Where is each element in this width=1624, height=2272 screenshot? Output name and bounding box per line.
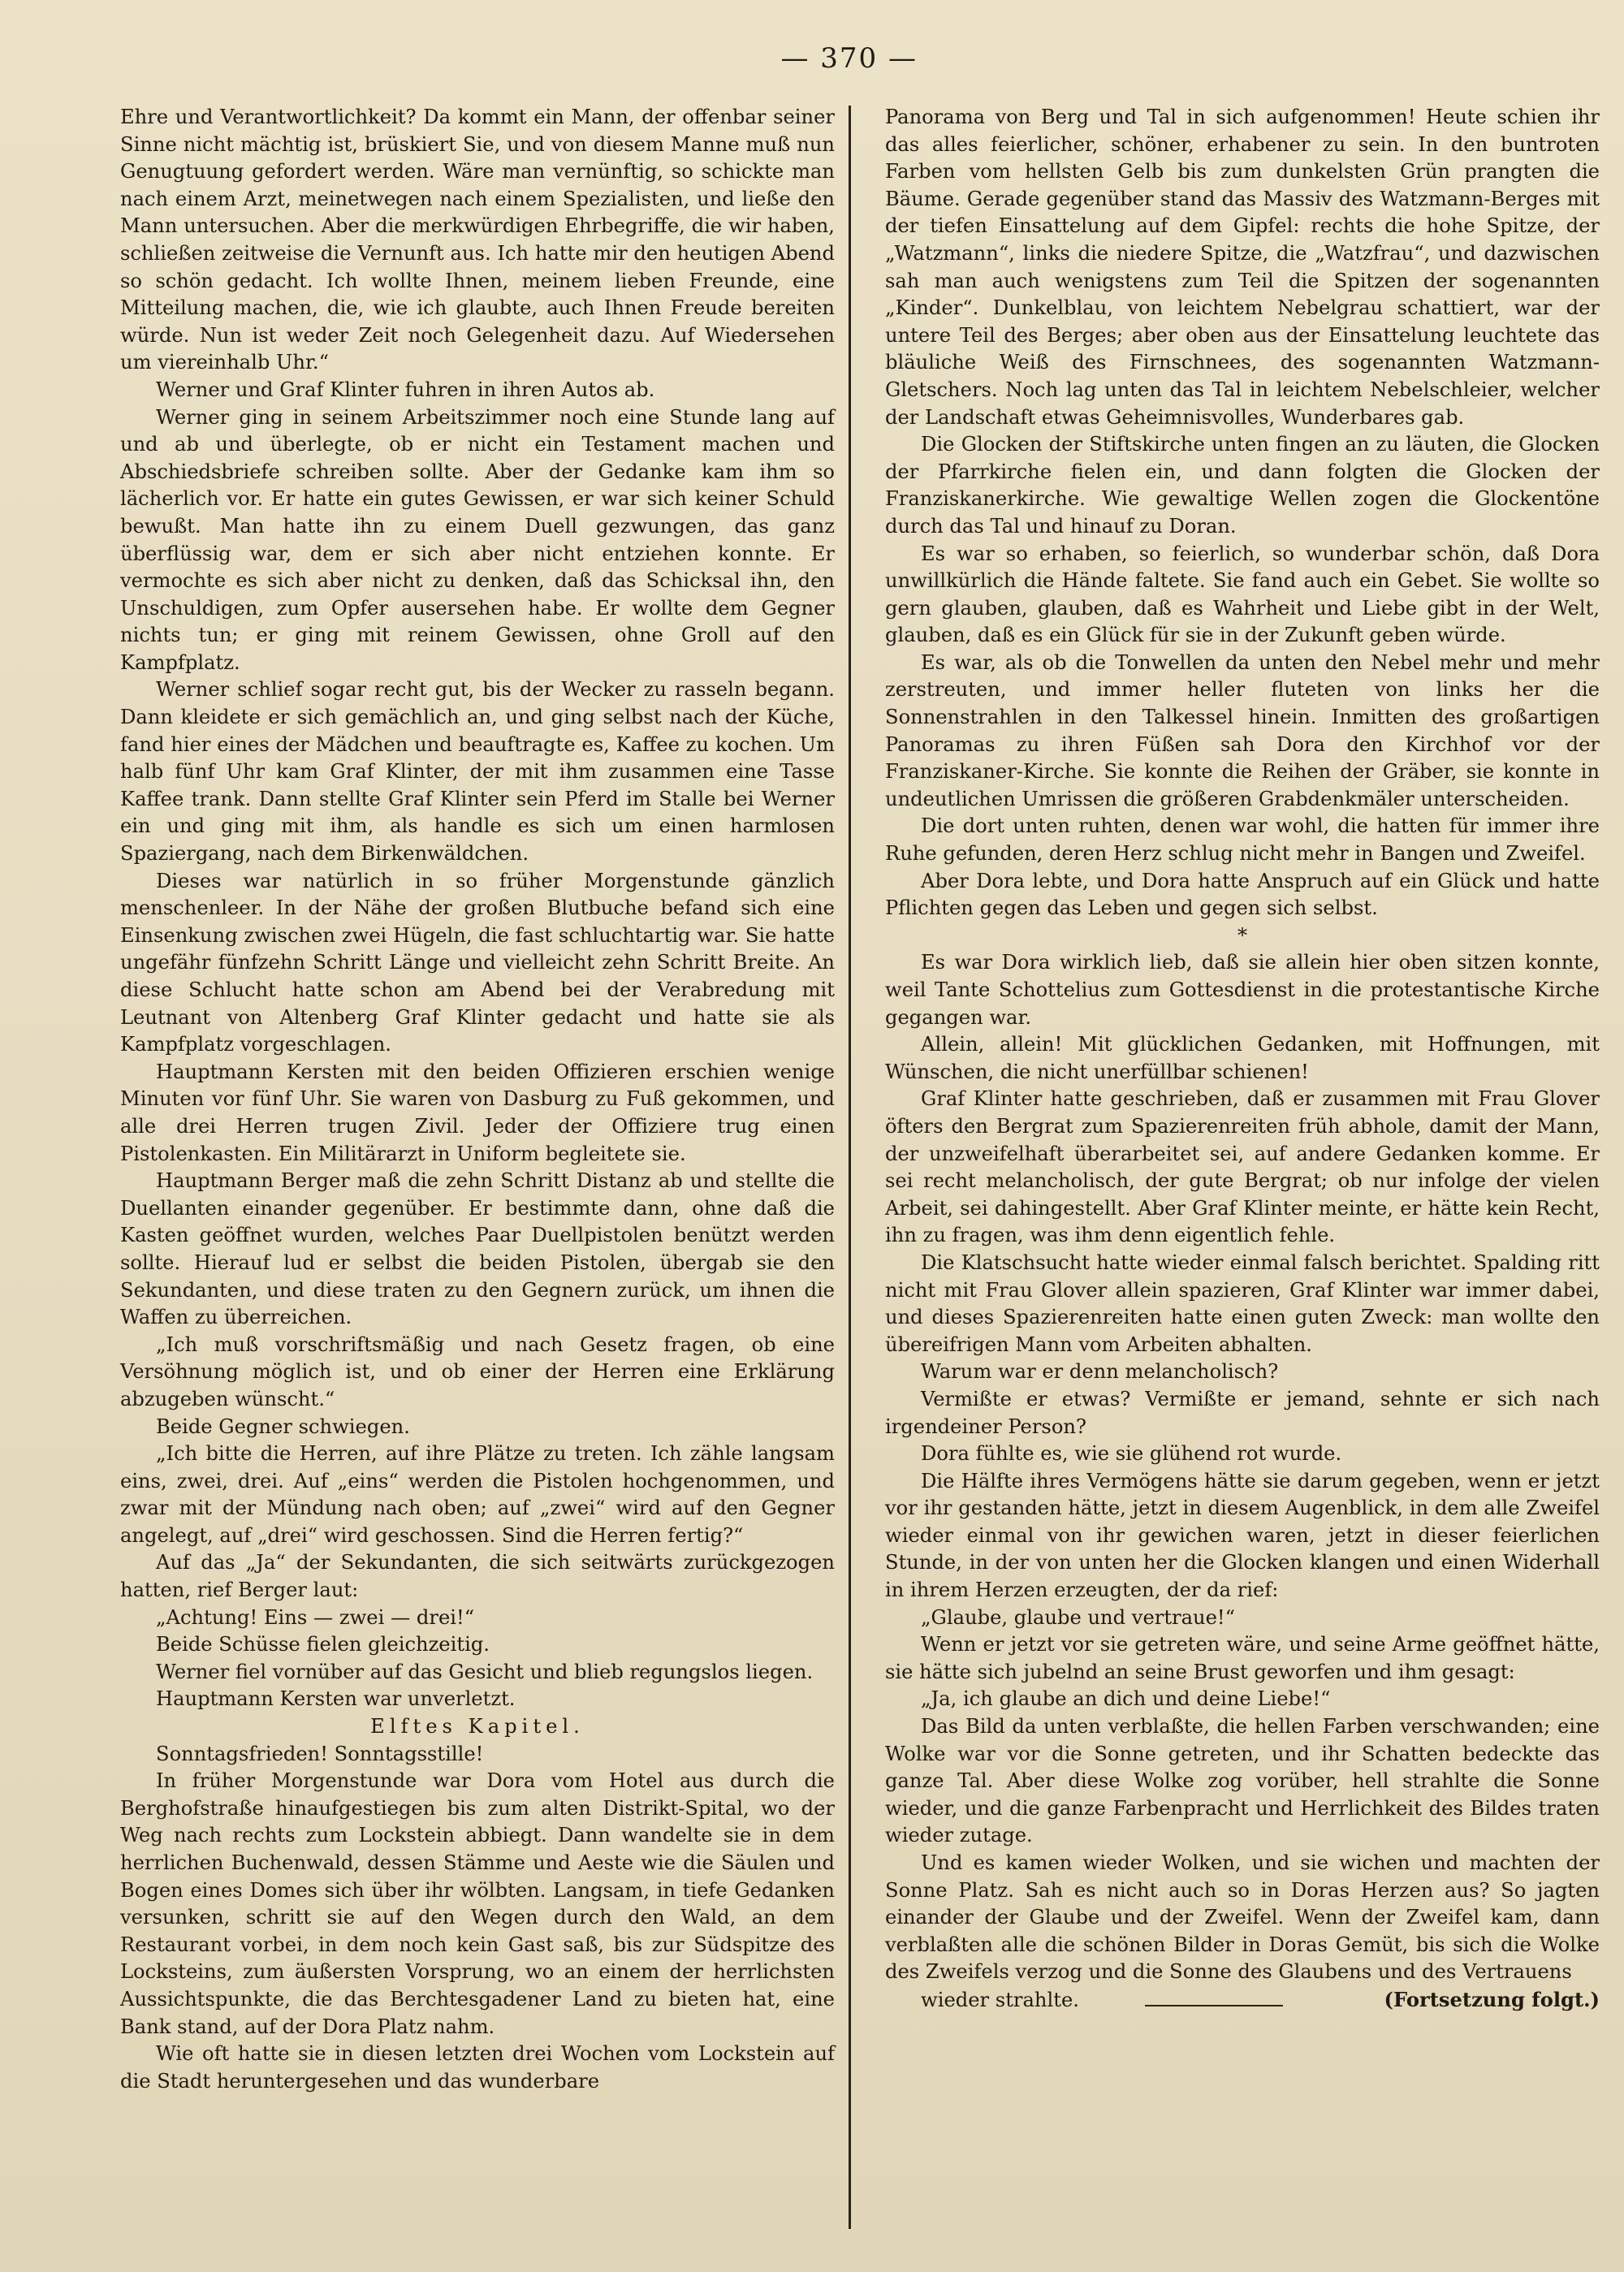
left-paragraph: „Ich muß vorschriftsmäßig und nach Gesetz fragen, ob eine Versöhnung möglich ist, und ob einer der Herren eine Erklärung abzugeben wünscht.“: [120, 1333, 835, 1410]
right-paragraph: Das Bild da unten verblaßte, die hellen Farben verschwanden; eine Wolke war vor die Sonne getreten, und ihr Schatten bedeckte das ganze Tal. Aber diese Wolke zog vorüber, hell strahlte die Sonne wieder, und die ganze Farbenpracht und Herrlichkeit des Bildes traten wieder zutage.: [885, 1715, 1600, 1847]
right-paragraph: „Ja, ich glaube an dich und deine Liebe!“: [921, 1687, 1331, 1711]
right-paragraph: „Glaube, glaube und vertraue!“: [921, 1605, 1236, 1629]
right-paragraph: Es war, als ob die Tonwellen da unten den Nebel mehr und mehr zerstreuten, und immer heller fluteten von links her die Sonnenstrahlen in den Talkessel hinein. Inmitten des großartigen Panoramas zu ihren Füßen sah Dora den Kirchhof vor der Franziskaner-Kirche. Sie konnte die Reihen der Gräber, sie konnte in undeutlichen Umrissen die größeren Grabdenkmäler unterscheiden.: [885, 650, 1600, 810]
chapter-heading: Elftes Kapitel.: [370, 1715, 585, 1739]
right-paragraph: Aber Dora lebte, und Dora hatte Anspruch auf ein Glück und hatte Pflichten gegen das Leben und gegen sich selbst.: [885, 869, 1600, 920]
right-paragraph: Dora fühlte es, wie sie glühend rot wurde.: [921, 1442, 1342, 1466]
page-number: — 370 —: [780, 42, 918, 75]
right-paragraph: Und es kamen wieder Wolken, und sie wichen und machten der Sonne Platz. Sah es nicht auch so in Doras Herzen aus? So jagten einander der Glaube und der Zweifel. Wenn der Zweifel kam, dann verblaßten alle die schönen Bilder in Doras Gemüt, bis sich die Wolke des Zweifels verzog und die Sonne des Glaubens und des Vertrauens: [885, 1851, 1600, 1984]
left-paragraph: Auf das „Ja“ der Sekundanten, die sich seitwärts zurückgezogen hatten, rief Berger laut:: [120, 1551, 835, 1602]
left-paragraph: Werner und Graf Klinter fuhren in ihren Autos ab.: [156, 378, 655, 401]
left-paragraph: „Ich bitte die Herren, auf ihre Plätze zu treten. Ich zähle langsam eins, zwei, drei. Auf „eins“ werden die Pistolen hochgenommen, und zwar mit der Mündung nach oben; auf „zwei“ wird auf den Gegner angelegt, auf „drei“ wird geschossen. Sind die Herren fertig?“: [120, 1442, 835, 1547]
right-paragraph: Graf Klinter hatte geschrieben, daß er zusammen mit Frau Glover öfters den Bergrat zum Spazierenreiten früh abhole, damit der Mann, der unzweifelhaft überarbeitet sei, auf andere Gedanken komme. Er sei recht melancholisch, der gute Bergrat; ob nur infolge der vielen Arbeit, sei dahingestellt. Aber Graf Klinter meinte, er hätte kein Recht, ihn zu fragen, was ihm denn eigentlich fehle.: [885, 1087, 1600, 1247]
left-paragraph: Werner ging in seinem Arbeitszimmer noch eine Stunde lang auf und ab und überlegte, ob er nicht ein Testament machen und Abschiedsbriefe schreiben sollte. Aber der Gedanke kam ihm so lächerlich vor. Er hatte ein gutes Gewissen, er war sich keiner Schuld bewußt. Man hatte ihn zu einem Duell gezwungen, das ganz überflüssig war, dem er sich aber nicht entziehen konnte. Er vermochte es sich aber nicht zu denken, daß das Schicksal ihn, den Unschuldigen, zum Opfer ausersehen habe. Er wollte dem Gegner nichts tun; er ging mit reinem Gewissen, ohne Groll auf den Kampfplatz.: [120, 405, 835, 674]
right-paragraph: Panorama von Berg und Tal in sich aufgenommen! Heute schien ihr das alles feierlicher, schöner, erhabener zu sein. In den buntroten Farben vom hellsten Gelb bis zum dunkelsten Grün prangten die Bäume. Gerade gegenüber stand das Massiv des Watzmann-Berges mit der tiefen Einsattelung auf dem Gipfel: rechts die hohe Spitze, der „Watzmann“, links die niedere Spitze, die „Watzfrau“, und dazwischen sah man auch wenigstens zum Teil die Spitzen der sogenannten „Kinder“. Dunkelblau, von leichtem Nebelgrau schattiert, war der untere Teil des Berges; aber oben aus der Einsattelung leuchtete das bläuliche Weiß des Firnschnees, des sogenannten Watzmann-Gletschers. Noch lag unten das Tal in leichtem Nebelschleier, welcher der Landschaft etwas Geheimnisvolles, Wunderbares gab.: [885, 106, 1600, 429]
left-paragraph: Ehre und Verantwortlichkeit? Da kommt ein Mann, der offenbar seiner Sinne nicht mächtig ist, brüskiert Sie, und von diesem Manne muß nun Genugtuung gefordert werden. Wäre man vernünftig, so schickte man nach einem Arzt, meinetwegen nach einem Spezialisten, und ließe den Mann untersuchen. Aber die merkwürdigen Ehrbegriffe, die wir haben, schließen zeitweise die Vernunft aus. Ich hatte mir den heutigen Abend so schön gedacht. Ich wollte Ihnen, meinem lieben Freunde, eine Mitteilung machen, die, wie ich glaubte, auch Ihnen Freude bereiten würde. Nun ist weder Zeit noch Gelegenheit dazu. Auf Wiedersehen um viereinhalb Uhr.“: [120, 106, 835, 374]
left-column: [120, 104, 835, 2095]
closing-line: [885, 1986, 1600, 2015]
left-paragraph: Wie oft hatte sie in diesen letzten drei Wochen vom Lockstein auf die Stadt heruntergesehen und das wunderbare: [120, 2042, 835, 2093]
right-paragraph: Die Klatschsucht hatte wieder einmal falsch berichtet. Spalding ritt nicht mit Frau Glover allein spazieren, Graf Klinter war immer dabei, und dieses Spazierenreiten hatte einen guten Zweck: man wollte den übereifrigen Mann vom Arbeiten abhalten.: [885, 1250, 1600, 1356]
right-paragraph: Vermißte er etwas? Vermißte er jemand, sehnte er sich nach irgendeiner Person?: [885, 1387, 1600, 1438]
continuation-note: (Fortsetzung folgt.): [1384, 1987, 1600, 2011]
right-column-body: [885, 104, 1600, 1986]
left-paragraph: Hauptmann Berger maß die zehn Schritt Distanz ab und stellte die Duellanten einander gegenüber. Er bestimmte dann, ohne daß die Kasten geöffnet wurden, welches Paar Duellpistolen benützt werden sollte. Hierauf lud er selbst die beiden Pistolen, übergab sie den Sekundanten, und diese traten zu den Gegnern zurück, um ihnen die Waffen zu überreichen.: [120, 1169, 835, 1329]
left-paragraph: Beide Schüsse fielen gleichzeitig.: [156, 1633, 490, 1656]
column-divider: [849, 106, 851, 2229]
right-paragraph: Es war Dora wirklich lieb, daß sie allein hier oben sitzen konnte, weil Tante Schottelius zum Gottesdienst in die protestantische Kirche gegangen war.: [885, 951, 1600, 1029]
right-paragraph: Die dort unten ruhten, denen war wohl, die hatten für immer ihre Ruhe gefunden, deren Herz schlug nicht mehr in Bangen und Zweifel.: [885, 814, 1600, 866]
left-paragraph: Werner schlief sogar recht gut, bis der Wecker zu rasseln begann. Dann kleidete er sich gemächlich an, und ging selbst nach der Küche, fand hier eines der Mädchen und beauftragte es, Kaffee zu kochen. Um halb fünf Uhr kam Graf Klinter, der mit ihm zusammen eine Tasse Kaffee trank. Dann stellte Graf Klinter sein Pferd im Stalle bei Werner ein und ging mit ihm, als handle es sich um einen harmlosen Spaziergang, nach dem Birkenwäldchen.: [120, 678, 835, 866]
right-paragraph: Die Hälfte ihres Vermögens hätte sie darum gegeben, wenn er jetzt vor ihr gestanden hätte, jetzt in diesem Augenblick, in dem alle Zweifel wieder einmal von ihr gewichen waren, jetzt in dieser feierlichen Stunde, in der von unten her die Glocken klangen und einen Widerhall in ihrem Herzen erzeugten, der da rief:: [885, 1469, 1600, 1602]
end-rule: [1145, 2005, 1283, 2006]
right-paragraph: Es war so erhaben, so feierlich, so wunderbar schön, daß Dora unwillkürlich die Hände faltete. Sie fand auch ein Gebet. Sie wollte so gern glauben, glauben, daß es Wahrheit und Liebe gibt in der Welt, glauben, daß es ein Glück für sie in der Zukunft geben würde.: [885, 542, 1600, 647]
left-paragraph: Dieses war natürlich in so früher Morgenstunde gänzlich menschenleer. In der Nähe der großen Blutbuche befand sich eine Einsenkung zwischen zwei Hügeln, die fast schluchtartig war. Sie hatte ungefähr fünfzehn Schritt Länge und vielleicht zehn Schritt Breite. An diese Schlucht hatte schon am Abend bei der Verabredung mit Leutnant von Altenberg Graf Klinter gedacht und hatte sie als Kampfplatz vorgeschlagen.: [120, 869, 835, 1056]
section-separator: *: [1237, 923, 1248, 947]
left-paragraph: Beide Gegner schwiegen.: [156, 1415, 410, 1438]
right-paragraph: Warum war er denn melancholisch?: [921, 1360, 1279, 1384]
right-paragraph: Die Glocken der Stiftskirche unten fingen an zu läuten, die Glocken der Pfarrkirche fielen ein, und dann folgten die Glocken der Franziskanerkirche. Wie gewaltige Wellen zogen die Glockentöne durch das Tal und hinauf zu Doran.: [885, 433, 1600, 538]
right-paragraph: Allein, allein! Mit glücklichen Gedanken, mit Hoffnungen, mit Wünschen, die nicht unerfüllbar schienen!: [885, 1033, 1600, 1083]
right-paragraph: Wenn er jetzt vor sie getreten wäre, und seine Arme geöffnet hätte, sie hätte sich jubelnd an seine Brust geworfen und ihm gesagt:: [885, 1633, 1600, 1683]
left-paragraph: Werner fiel vornüber auf das Gesicht und blieb regungslos liegen.: [156, 1660, 814, 1683]
left-paragraph: „Achtung! Eins — zwei — drei!“: [156, 1605, 475, 1629]
left-paragraph: Hauptmann Kersten war unverletzt.: [156, 1687, 516, 1711]
left-paragraph: Sonntagsfrieden! Sonntagsstille!: [156, 1742, 484, 1765]
left-paragraph: Hauptmann Kersten mit den beiden Offizieren erschien wenige Minuten vor fünf Uhr. Sie waren von Dasburg zu Fuß gekommen, und alle drei Herren trugen Zivil. Jeder der Offiziere trug einen Pistolenkasten. Ein Militärarzt in Uniform begleitete sie.: [120, 1060, 835, 1165]
right-column: [885, 104, 1600, 2015]
left-paragraph: In früher Morgenstunde war Dora vom Hotel aus durch die Berghofstraße hinaufgestiegen bis zum alten Distrikt-Spital, wo der Weg nach rechts zum Lockstein abbiegt. Dann wandelte sie in dem herrlichen Buchenwald, dessen Stämme und Aeste wie die Säulen und Bogen eines Domes sich über ihr wölbten. Langsam, in tiefe Gedanken versunken, schritt sie auf den Wegen durch den Wald, an dem Restaurant vorbei, in dem noch kein Gast saß, bis zur Südspitze des Locksteins, zum äußersten Vorsprung, wo an einem der herrlichsten Aussichtspunkte, die das Berchtesgadener Land zu bieten hat, eine Bank stand, auf der Dora Platz nahm.: [120, 1769, 835, 2038]
final-line: wieder strahlte.: [921, 1988, 1079, 2011]
